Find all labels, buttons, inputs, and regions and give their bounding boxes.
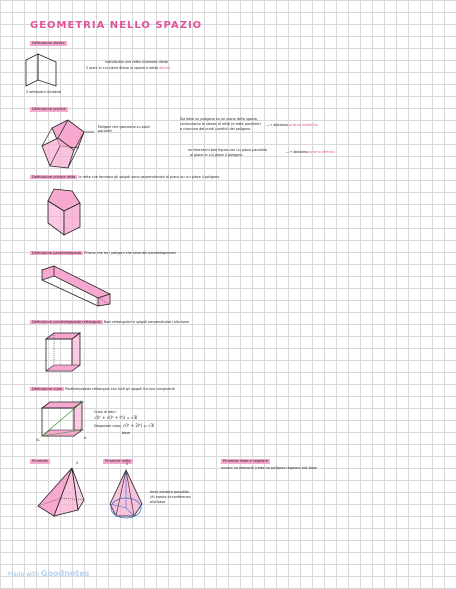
prisma-figure bbox=[38, 118, 90, 176]
heading-prisma-retto: Definizione prisma retto bbox=[32, 175, 76, 179]
cubo-axis-label-4: V₄ bbox=[36, 438, 40, 442]
prisma-note2-line1: se intersechi tale figura con un piano parallelo bbox=[188, 148, 267, 152]
piramide-retta-note-line1: deve esistere possibile bbox=[150, 490, 189, 494]
heading-prisma: Definizione prisma bbox=[32, 107, 66, 111]
parallelepipedo-rettangolo-text: Basi rettangolari e spigoli perpendicolari alla base bbox=[103, 320, 189, 324]
piramide-retta-vertex-label: V bbox=[126, 462, 129, 466]
prisma-note1-line1: Sia dato un poligono su un piano dello spazio, bbox=[180, 117, 258, 121]
cubo-axis-label-1: V₂ bbox=[80, 400, 84, 404]
cubo-formula-2-row: Diagonale cubo: √(l² + 2l²) = √3l bbox=[94, 423, 155, 428]
cubo-row bbox=[30, 387, 175, 392]
piramide-retta-regolare-text: ovvero ha elementi (retta ha poligono regolare alla base bbox=[221, 466, 317, 470]
prisma-retto-figure bbox=[44, 187, 84, 237]
diedro-pink-term: diedro bbox=[159, 66, 170, 70]
piramide-vertex-label: V bbox=[76, 461, 79, 465]
watermark-brand: Goodnotes bbox=[40, 569, 90, 578]
piramide-figure bbox=[32, 466, 88, 518]
prisma-note1-line2: conduciamo la stessa di rette (e rette parallele) bbox=[180, 122, 261, 126]
piramide-retta-note-line2: (é) nostre circonferenza bbox=[150, 495, 191, 499]
diedro-line1: individuato una retta chiamata diedo bbox=[105, 60, 168, 64]
diedro-figure bbox=[22, 52, 62, 88]
heading-piramide: Piramide bbox=[32, 459, 48, 463]
heading-piramide-retta-regolare: Piramide retta e regolare bbox=[223, 459, 268, 463]
prisma-label: Poligoni che giacciono su piani paralleli bbox=[98, 125, 150, 134]
parallelepipedo-rettangolo-figure bbox=[44, 331, 84, 377]
cubo-axis-label-2: V₁ bbox=[80, 428, 84, 432]
heading-piramide-retta: Piramide retta bbox=[105, 459, 131, 463]
prisma-retto-row bbox=[30, 175, 219, 180]
parallelepipedo-rettangolo-row bbox=[30, 320, 189, 325]
prisma-note1-result: —→ abbiamo prisma indefinito bbox=[266, 123, 318, 127]
heading-parallelepipedo: Definizione parallelepipedo bbox=[32, 251, 82, 255]
cubo-formula-1: √(l² + √(l² + l²)) = √3l bbox=[94, 415, 138, 420]
cubo-formula-2-sub: base bbox=[122, 431, 131, 435]
heading-parallelepipedo-rettangolo: Definizione parallelepipedo rettangolo bbox=[32, 320, 101, 324]
heading-diedro: Definizione diedro bbox=[32, 41, 65, 45]
prisma-note2-result: —→ abbiamo prisma definito bbox=[286, 150, 335, 154]
parallelepipedo-row bbox=[30, 251, 176, 256]
diedro-label: 2 semipiani incidenti bbox=[26, 90, 62, 94]
cubo-text: Parallelepipedo rettangolo con tutti gli spigoli tra loro congruenti bbox=[65, 387, 175, 391]
prisma-retto-text: le rette che formano gli spigoli sono perpendicolari al piano su cui giace il poligono bbox=[78, 175, 220, 179]
piramide-retta-figure bbox=[106, 468, 146, 520]
cubo-axis-label-3: A bbox=[84, 436, 87, 440]
heading-cubo: Definizione cubo bbox=[32, 387, 62, 391]
goodnotes-watermark bbox=[8, 569, 89, 578]
page-title: GEOMETRIA NELLO SPAZIO bbox=[30, 20, 203, 31]
diedro-line2: 2 piani in cui viene diviso lo spazio e detto diedro bbox=[86, 66, 170, 70]
parallelepipedo-figure bbox=[40, 264, 112, 306]
piramide-retta-note-line3: alla base bbox=[150, 500, 166, 504]
prisma-note2-line2: al piano in cui giace il poligono bbox=[190, 153, 243, 157]
prisma-note1-line3: a ciascuno dei punti (vertici) del poligono bbox=[180, 127, 251, 131]
watermark-prefix: Made with bbox=[8, 571, 39, 578]
cubo-formula-title: Cubo di lato l bbox=[94, 410, 117, 414]
cubo-figure bbox=[38, 398, 88, 442]
parallelepipedo-text: Prisma che ha i poligoni che sono dei parallelogrammi bbox=[84, 251, 177, 255]
